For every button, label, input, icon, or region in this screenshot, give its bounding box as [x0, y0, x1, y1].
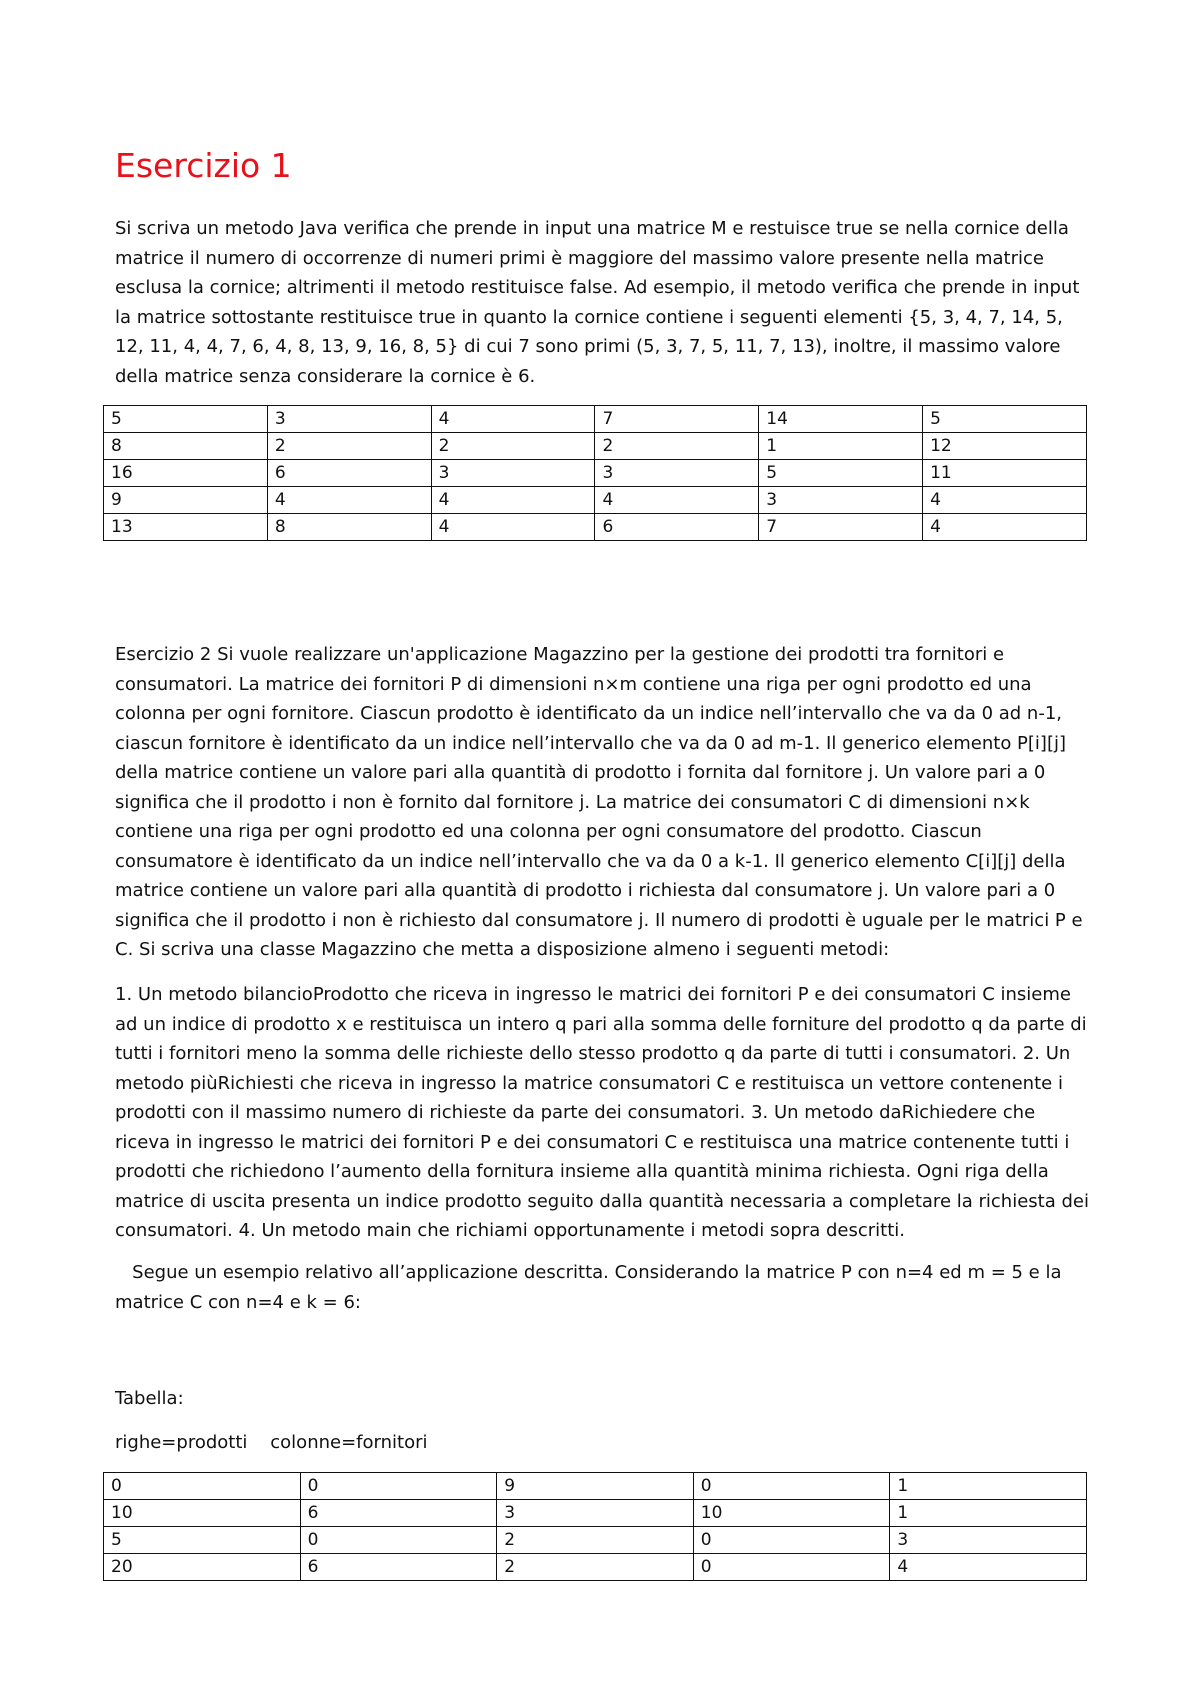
table-header-note: righe=prodotti colonne=fornitori	[115, 1432, 428, 1453]
table-row	[104, 406, 1087, 433]
exercise2-example: Segue un esempio relativo all’applicazione descritta. Considerando la matrice P con n=4 ed m = 5 e la matrice C con n=4 e k = 6:	[115, 1262, 1068, 1313]
table-cell: 4	[890, 1554, 1087, 1581]
table-cell: 3	[431, 460, 595, 487]
table-cell: 0	[300, 1527, 497, 1554]
table-row	[104, 1554, 1087, 1581]
table-cell: 10	[104, 1500, 301, 1527]
table-cell: 11	[923, 460, 1087, 487]
table-cell: 0	[693, 1554, 890, 1581]
exercise1-title: Esercizio 1	[115, 146, 292, 185]
table-cell: 2	[497, 1554, 694, 1581]
table-cell: 7	[595, 406, 759, 433]
table-row	[104, 514, 1087, 541]
table-row	[104, 1500, 1087, 1527]
table-cell: 0	[693, 1473, 890, 1500]
table-cell: 3	[267, 406, 431, 433]
table-cell: 6	[300, 1500, 497, 1527]
table-cell: 1	[759, 433, 923, 460]
table-caption: Tabella:	[115, 1388, 184, 1409]
table-cell: 5	[104, 406, 268, 433]
table-cell: 1	[890, 1473, 1087, 1500]
table-cell: 14	[759, 406, 923, 433]
table-cell: 4	[267, 487, 431, 514]
exercise2-intro: Esercizio 2 Si vuole realizzare un'applicazione Magazzino per la gestione dei prodotti tra fornitori e consumatori. La matrice dei fornitori P di dimensioni n×m contiene una riga per ogni prodotto ed una colonna per ogni fornitore. Ciascun prodotto è identificato da un indice nell’intervallo che va da 0 ad n-1, ciascun fornitore è identificato da un indice nell’intervallo che va da 0 ad m-1. Il generico elemento P[i][j] della matrice contiene un valore pari alla quantità di prodotto i fornita dal fornitore j. Un valore pari a 0 significa che il prodotto i non è fornito dal fornitore j. La matrice dei consumatori C di dimensioni n×k contiene una riga per ogni prodotto ed una colonna per ogni consumatore del prodotto. Ciascun consumatore è identificato da un indice nell’intervallo che va da 0 a k-1. Il generico elemento C[i][j] della matrice contiene un valore pari alla quantità di prodotto i richiesta dal consumatore j. Un valore pari a 0 significa che il prodotto i non è richiesto dal consumatore j. Il numero di prodotti è uguale per le matrici P e C. Si scriva una classe Magazzino che metta a disposizione almeno i seguenti metodi:	[115, 644, 1083, 960]
table-cell: 9	[497, 1473, 694, 1500]
table-cell: 9	[104, 487, 268, 514]
table-cell: 6	[267, 460, 431, 487]
table-cell: 20	[104, 1554, 301, 1581]
table-cell: 4	[431, 406, 595, 433]
matrix-m-table	[103, 405, 1087, 541]
table-cell: 6	[300, 1554, 497, 1581]
table-row	[104, 487, 1087, 514]
table-cell: 12	[923, 433, 1087, 460]
table-row	[104, 1473, 1087, 1500]
table-cell: 13	[104, 514, 268, 541]
exercise2-methods: 1. Un metodo bilancioProdotto che riceva in ingresso le matrici dei fornitori P e dei consumatori C insieme ad un indice di prodotto x e restituisca un intero q pari alla somma delle forniture del prodotto q da parte di tutti i fornitori meno la somma delle richieste dello stesso prodotto q da parte di tutti i consumatori. 2. Un metodo piùRichiesti che riceva in ingresso la matrice consumatori C e restituisca un vettore contenente i prodotti con il massimo numero di richieste da parte dei consumatori. 3. Un metodo daRichiedere che riceva in ingresso le matrici dei fornitori P e dei consumatori C e restituisca una matrice contenente tutti i prodotti che richiedono l’aumento della fornitura insieme alla quantità minima richiesta. Ogni riga della matrice di uscita presenta un indice prodotto seguito dalla quantità necessaria a completare la richiesta dei consumatori. 4. Un metodo main che richiami opportunamente i metodi sopra descritti.	[115, 984, 1089, 1241]
table-cell: 6	[595, 514, 759, 541]
exercise1-text: Si scriva un metodo Java verifica che prende in input una matrice M e restuisce true se nella cornice della matrice il numero di occorrenze di numeri primi è maggiore del massimo valore presente nella matrice esclusa la cornice; altrimenti il metodo restituisce false. Ad esempio, il metodo verifica che prende in input la matrice sottostante restituisce true in quanto la cornice contiene i seguenti elementi {5, 3, 4, 7, 14, 5, 12, 11, 4, 4, 7, 6, 4, 8, 13, 9, 16, 8, 5} di cui 7 sono primi (5, 3, 7, 5, 11, 7, 13), inoltre, il massimo valore della matrice senza considerare la cornice è 6.	[115, 218, 1080, 387]
table-cell: 2	[595, 433, 759, 460]
table-cell: 2	[497, 1527, 694, 1554]
matrix-p-table	[103, 1472, 1087, 1581]
table-cell: 5	[759, 460, 923, 487]
table-cell: 5	[104, 1527, 301, 1554]
table-cell: 0	[693, 1527, 890, 1554]
table-cell: 4	[923, 514, 1087, 541]
table-row	[104, 1527, 1087, 1554]
table-cell: 0	[104, 1473, 301, 1500]
table-row	[104, 460, 1087, 487]
table-cell: 4	[923, 487, 1087, 514]
table-cell: 2	[431, 433, 595, 460]
table-cell: 8	[267, 514, 431, 541]
table-cell: 16	[104, 460, 268, 487]
table-cell: 8	[104, 433, 268, 460]
table-cell: 4	[431, 487, 595, 514]
table-cell: 3	[890, 1527, 1087, 1554]
table-cell: 10	[693, 1500, 890, 1527]
table-cell: 3	[759, 487, 923, 514]
table-cell: 0	[300, 1473, 497, 1500]
table-cell: 3	[595, 460, 759, 487]
table-cell: 2	[267, 433, 431, 460]
table-cell: 3	[497, 1500, 694, 1527]
table-cell: 1	[890, 1500, 1087, 1527]
table-cell: 5	[923, 406, 1087, 433]
table-cell: 7	[759, 514, 923, 541]
table-row	[104, 433, 1087, 460]
table-cell: 4	[431, 514, 595, 541]
table-cell: 4	[595, 487, 759, 514]
